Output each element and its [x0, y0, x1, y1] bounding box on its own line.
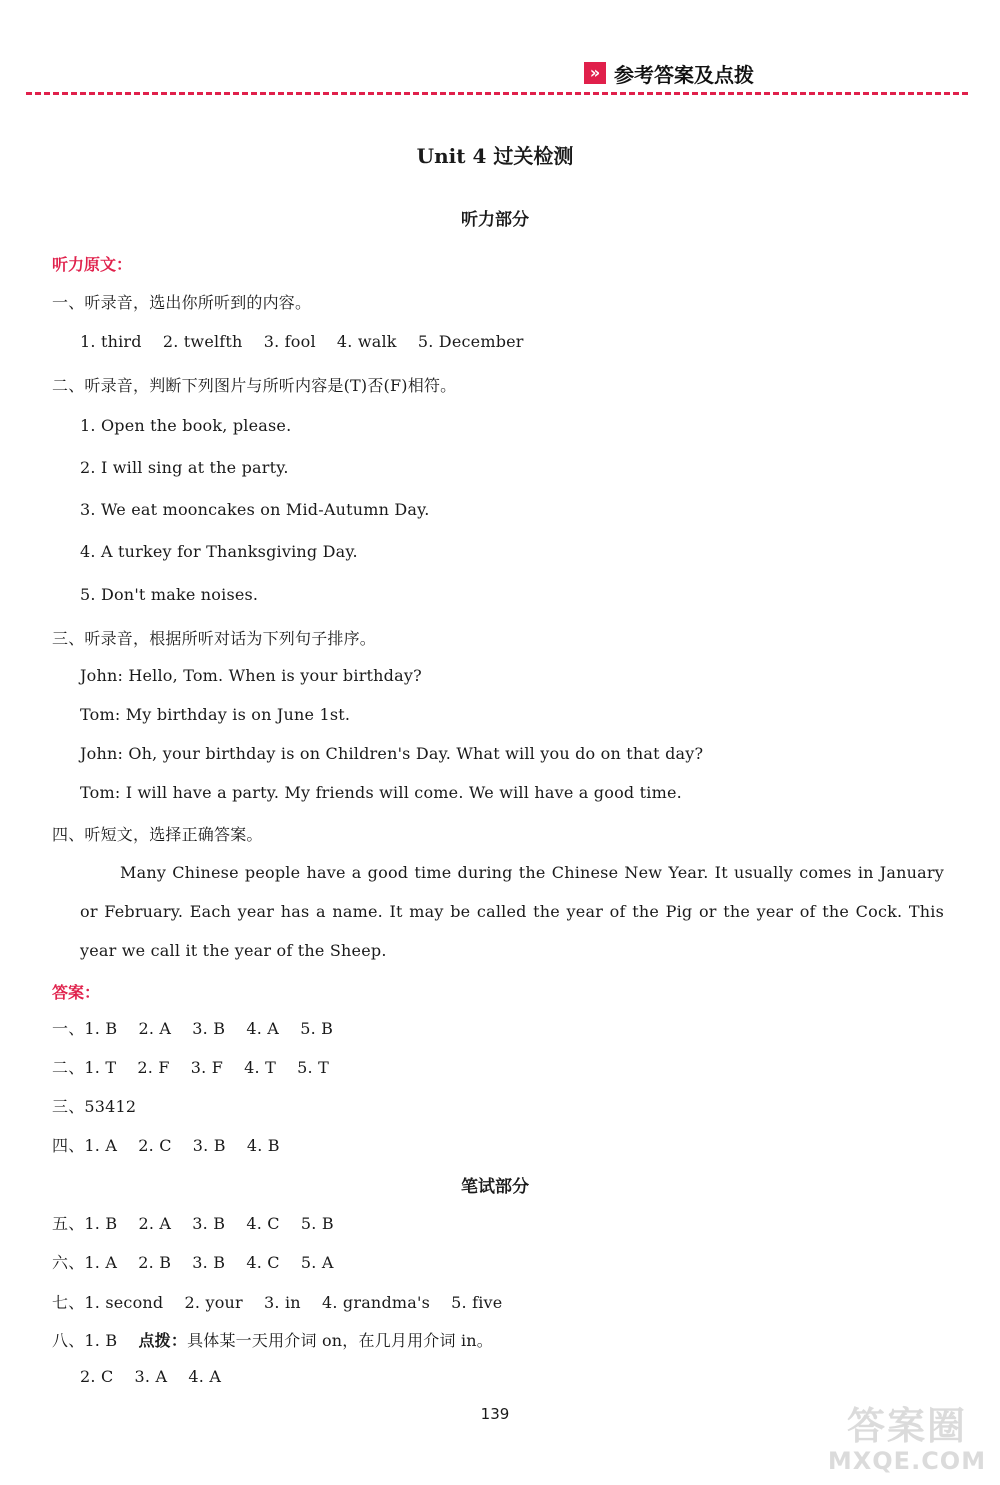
- watermark-bottom-text: MXQE.COM: [827, 1447, 987, 1475]
- watermark-logo: [822, 1395, 992, 1480]
- answer-line: 六、1. A 2. B 3. B 4. C 5. A: [52, 1253, 334, 1272]
- transcript-label: 听力原文：: [52, 255, 133, 274]
- answers-label: 答案：: [52, 983, 101, 1002]
- page-header: [0, 0, 1000, 100]
- q4-instruction: 四、听短文，选择正确答案。: [52, 825, 263, 844]
- answer-line: 二、1. T 2. F 3. F 4. T 5. T: [52, 1058, 329, 1077]
- answer-line: 四、1. A 2. C 3. B 4. B: [52, 1136, 280, 1155]
- q1-items: 1. third 2. twelfth 3. fool 4. walk 5. December: [80, 332, 524, 351]
- q2-item: 1. Open the book, please.: [80, 416, 292, 435]
- dialogue-line: Tom: I will have a party. My friends will come. We will have a good time.: [80, 783, 682, 802]
- header-dashed-rule: [26, 92, 968, 95]
- q8-answer-line: [52, 1328, 493, 1351]
- q2-item: 2. I will sing at the party.: [80, 458, 289, 477]
- q8-tip-label: 点拨：: [138, 1331, 188, 1350]
- q8-prefix: 八、1. B: [52, 1331, 139, 1350]
- answer-line: 五、1. B 2. A 3. B 4. C 5. B: [52, 1214, 334, 1233]
- header-title-group: [584, 58, 754, 88]
- listening-section-title: 听力部分: [461, 210, 529, 230]
- q1-instruction: 一、听录音，选出你所听到的内容。: [52, 293, 312, 312]
- answer-line: 三、53412: [52, 1097, 137, 1116]
- q8-rest: 2. C 3. A 4. A: [80, 1367, 222, 1386]
- written-section-title: 笔试部分: [461, 1177, 529, 1197]
- dialogue-line: Tom: My birthday is on June 1st.: [80, 705, 351, 724]
- double-chevron-right-icon: »: [584, 62, 606, 84]
- answer-line: 一、1. B 2. A 3. B 4. A 5. B: [52, 1019, 334, 1038]
- q2-item: 5. Don't make noises.: [80, 585, 259, 604]
- q2-item: 4. A turkey for Thanksgiving Day.: [80, 542, 358, 561]
- page-number: 139: [480, 1405, 510, 1423]
- q2-item: 3. We eat mooncakes on Mid-Autumn Day.: [80, 500, 430, 519]
- q2-instruction: 二、听录音，判断下列图片与所听内容是(T)否(F)相符。: [52, 376, 457, 395]
- q3-instruction: 三、听录音，根据所听对话为下列句子排序。: [52, 629, 377, 648]
- q8-tip-text: 具体某一天用介词 on，在几月用介词 in。: [187, 1331, 494, 1350]
- header-title: 参考答案及点拨: [614, 62, 754, 87]
- watermark-top-text: 答案圈: [846, 1404, 967, 1448]
- dialogue-line: John: Oh, your birthday is on Children's Day. What will you do on that day?: [80, 744, 704, 763]
- answer-line: 七、1. second 2. your 3. in 4. grandma's 5. five: [52, 1293, 503, 1312]
- page-title: Unit 4 过关检测: [416, 144, 574, 168]
- q4-passage: Many Chinese people have a good time during the Chinese New Year. It usually comes in January or February. Each year has a name. It may be called the year of the Pig or the year of the Cock. This year we call it the year of the Sheep.: [80, 863, 944, 960]
- dialogue-line: John: Hello, Tom. When is your birthday?: [80, 666, 422, 685]
